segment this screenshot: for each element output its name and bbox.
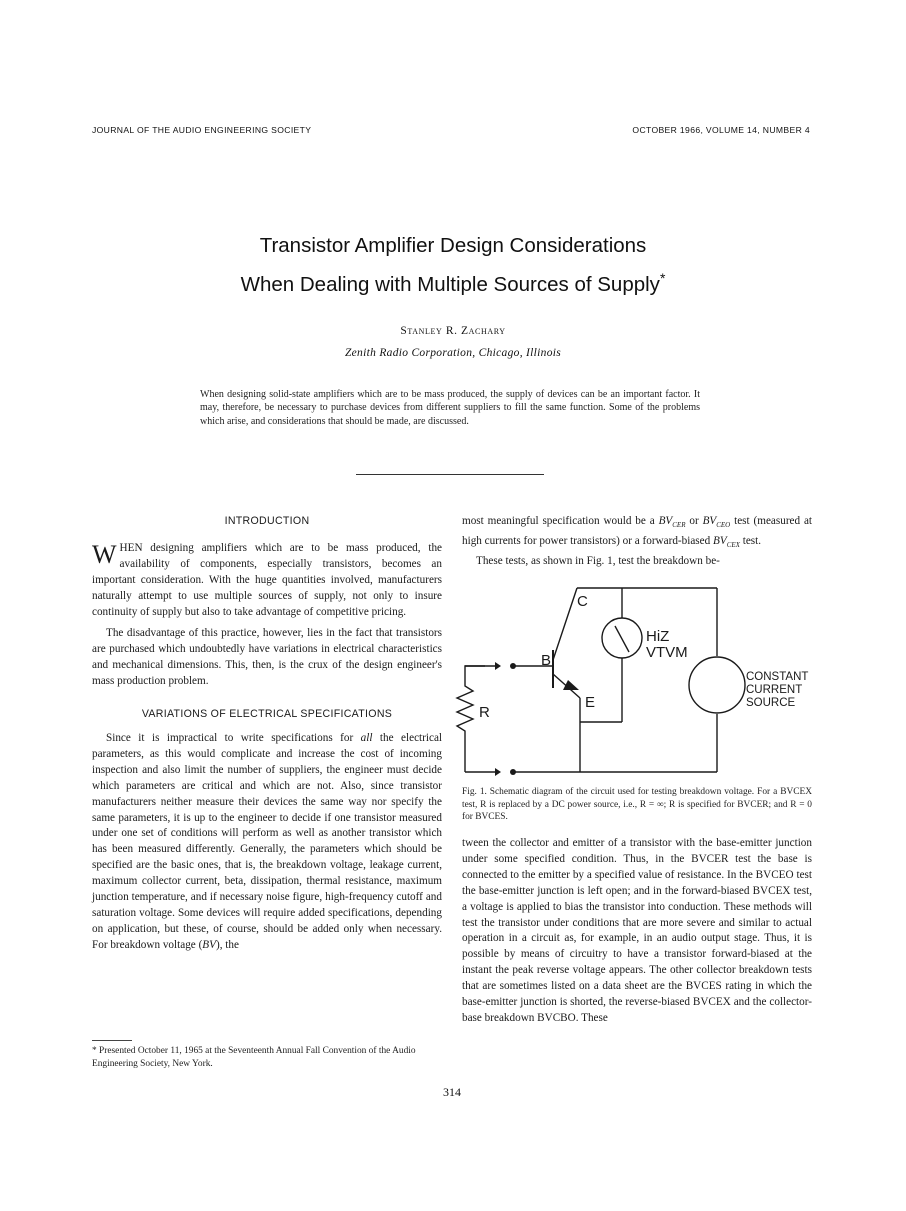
sub-ceo: CEO bbox=[716, 521, 731, 530]
title-line-1: Transistor Amplifier Design Considerations bbox=[259, 234, 647, 257]
right-paragraph-1 bbox=[462, 514, 812, 554]
author: Stanley R. Zachary bbox=[400, 325, 506, 337]
label-current: CURRENT bbox=[746, 684, 803, 696]
var-text-b: the electrical parameters, as this would complicate and increase the cost of incoming inspection and also limit the number of suppliers, the engineer must decide which parameters are critical and which are not. Also, since transistor manufacturers neither measure their devices the same way nor specify the same parameters, it is up to the engineer to decide if one transistor measured under one set of conditions will perform as well as another transistor which has been measured differently. Generally, the parameters which should be specified are the basic ones, that is, the breakdown voltage, leakage current, maximum collector current, beta, dissipation, thermal resistance, maximum junction temperature, and if necessary noise figure, high-frequency cutoff and saturation voltage. Some devices will require added specifications, depending on application, but these, of course, should be added only when necessary. For breakdown voltage ( bbox=[92, 731, 443, 951]
var-emph-all: all bbox=[360, 731, 373, 744]
label-b: B bbox=[541, 652, 552, 669]
figure-1-schematic bbox=[455, 580, 815, 780]
section-heading-variations: VARIATIONS OF ELECTRICAL SPECIFICATIONS bbox=[141, 708, 393, 721]
label-hiz: HiZ bbox=[646, 628, 670, 645]
page-number: 314 bbox=[443, 1085, 461, 1099]
title-line-2 bbox=[0, 262, 906, 301]
intro-paragraph-1 bbox=[92, 541, 442, 621]
intro-paragraph-2: The disadvantage of this practice, however, lies in the fact that transistors are purchased which undoubtedly have variations in electrical characteristics and mechanical dimensions. This, then, is the crux of the design engineer's mass production problem. bbox=[92, 627, 442, 688]
terminal-top bbox=[510, 663, 516, 669]
right-text-c: test. bbox=[742, 535, 762, 548]
right-column-top bbox=[462, 514, 812, 570]
figure-caption: Fig. 1. Schematic diagram of the circuit used for testing breakdown voltage. For a BVCEX test, R is replaced by a DC power source, i.e., R = ∞; R is specified for BVCER; and R = 0 for BVCES. bbox=[462, 787, 812, 823]
arrow-top-icon bbox=[495, 662, 501, 670]
var-text-c: ), the bbox=[215, 938, 239, 951]
right-or: or bbox=[689, 515, 699, 527]
right-text-b: test (measured at high currents for power transistors) or a forward-biased bbox=[462, 515, 813, 548]
divider-rule bbox=[356, 474, 544, 475]
drop-cap: W bbox=[92, 539, 117, 569]
journal-name: JOURNAL OF THE AUDIO ENGINEERING SOCIETY bbox=[92, 125, 312, 135]
vtvm-needle bbox=[615, 626, 629, 652]
label-vtvm: VTVM bbox=[646, 644, 688, 661]
right-text-a: most meaningful specification would be a bbox=[462, 515, 655, 527]
sub-cex: CEX bbox=[726, 541, 740, 550]
bvcer: BV bbox=[658, 515, 673, 527]
affiliation: Zenith Radio Corporation, Chicago, Illinois bbox=[344, 347, 562, 359]
var-text-a: Since it is impractical to write specifications for bbox=[106, 731, 354, 744]
footnote-rule bbox=[92, 1040, 132, 1041]
sub-cer: CER bbox=[672, 521, 686, 530]
current-source-circle bbox=[689, 657, 745, 713]
title-line-2-text: When Dealing with Multiple Sources of Supply bbox=[240, 272, 660, 296]
title-footnote-mark: * bbox=[659, 270, 666, 286]
label-constant: CONSTANT bbox=[746, 671, 809, 683]
wire-collector bbox=[553, 588, 577, 660]
right-paragraph-2: These tests, as shown in Fig. 1, test the breakdown be- bbox=[476, 555, 720, 568]
label-source: SOURCE bbox=[746, 697, 796, 709]
issue-info: OCTOBER 1966, VOLUME 14, NUMBER 4 bbox=[632, 125, 810, 135]
bvceo: BV bbox=[702, 515, 717, 527]
var-bv: BV bbox=[202, 938, 216, 951]
variations-paragraph-1 bbox=[92, 731, 442, 954]
paper-title bbox=[0, 230, 906, 301]
arrow-bottom-icon bbox=[495, 768, 501, 776]
right-column-bottom bbox=[462, 836, 812, 1027]
section-heading-introduction: INTRODUCTION bbox=[224, 515, 310, 527]
abstract: When designing solid-state amplifiers which are to be mass produced, the supply of devices can be an important factor. It may, therefore, be necessary to purchase devices from different suppliers to fill the same function. Some of the problems which arise, and considerations that should be made, are discussed. bbox=[200, 389, 700, 427]
label-c: C bbox=[577, 593, 588, 610]
bvcex: BV bbox=[713, 535, 727, 548]
footnote: * Presented October 11, 1965 at the Seventeenth Annual Fall Convention of the Audio Engineering Society, New York. bbox=[92, 1046, 416, 1069]
terminal-bottom bbox=[510, 769, 516, 775]
label-e: E bbox=[585, 694, 596, 711]
intro-paragraph-1-text: HEN designing amplifiers which are to be mass produced, the availability of components, especially transistors, becomes an important consideration. With the huge quantities involved, manufacturers naturally attempt to use multiple sources of supply, not only to insure continuity of supply but also to take advantage of competitive pricing. bbox=[92, 541, 442, 618]
left-column bbox=[92, 514, 442, 954]
label-r: R bbox=[479, 704, 490, 721]
right-paragraph-3: tween the collector and emitter of a transistor with the base-emitter junction under some specified condition. Thus, in the BVCER test the base is connected to the emitter by a specified value of resistance. In the BVCEO test the base-emitter junction is left open; and in the forward-biased BVCEX test, a voltage is applied to bias the transistor into conduction. These methods will test the transistor under conditions that are more severe and similar to actual operation in a circuit as, for example, in an audio output stage. Thus, it is possible by means of circuitry to have a transistor forward-biased at the instant the peak reverse voltage appears. The other collector breakdown tests that are sometimes listed on a data sheet are the BVCES rating in which the base-emitter junction is shorted, the reverse-biased BVCEX and the collector-base breakdown BVCBO. These bbox=[462, 837, 812, 1024]
